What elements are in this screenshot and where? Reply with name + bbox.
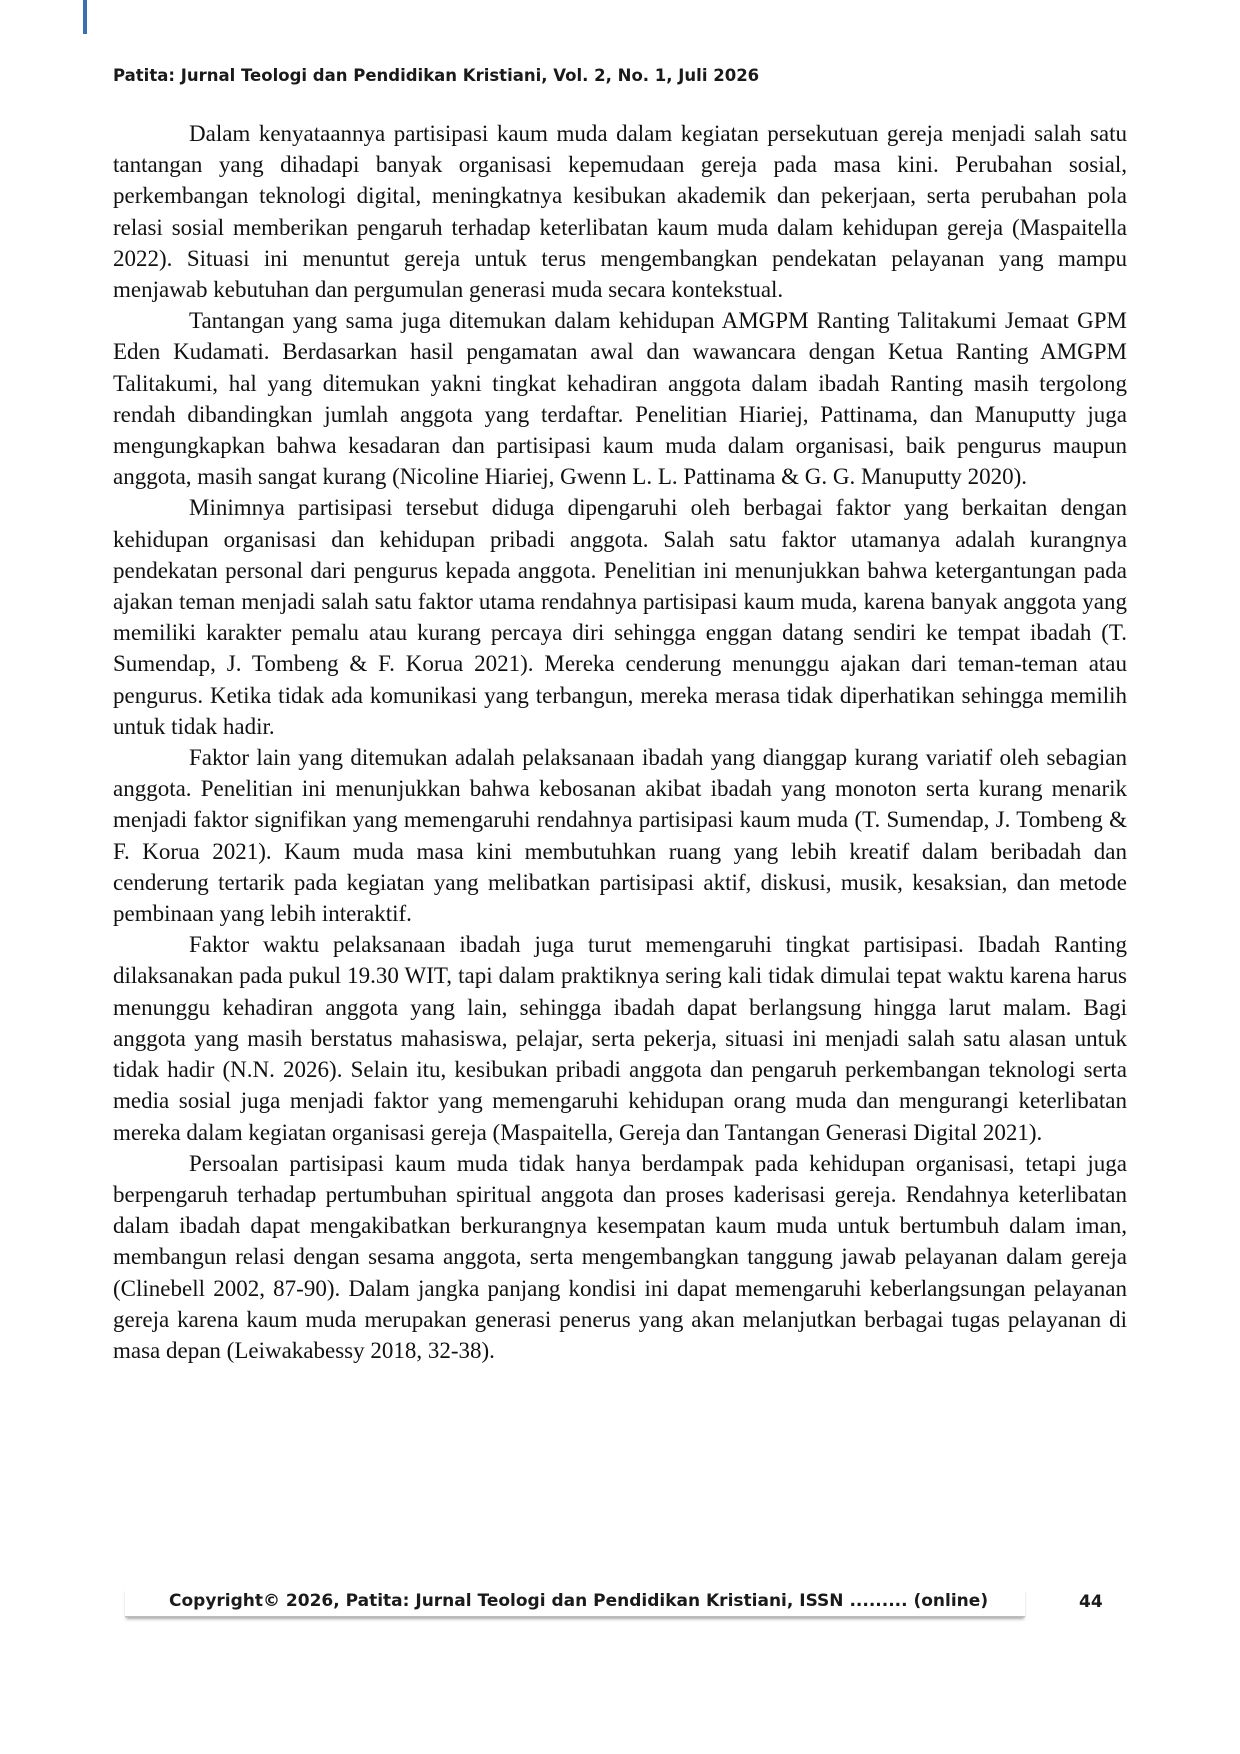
article-body <box>113 118 1127 1366</box>
footer-copyright: Copyright© 2026, Patita: Jurnal Teologi dan Pendidikan Kristiani, ISSN ......... (online) <box>169 1591 989 1611</box>
paragraph: Tantangan yang sama juga ditemukan dalam kehidupan AMGPM Ranting Talitakumi Jemaat GPM Eden Kudamati. Berdasarkan hasil pengamatan awal dan wawancara dengan Ketua Ranting AMGPM Talitakumi, hal yang ditemukan yakni tingkat kehadiran anggota dalam ibadah Ranting masih tergolong rendah dibandingkan jumlah anggota yang terdaftar. Penelitian Hiariej, Pattinama, dan Manuputty juga mengungkapkan bahwa kesadaran dan partisipasi kaum muda dalam organisasi, baik pengurus maupun anggota, masih sangat kurang (Nicoline Hiariej, Gwenn L. L. Pattinama & G. G. Manuputty 2020). <box>113 308 1127 490</box>
paragraph: Persoalan partisipasi kaum muda tidak hanya berdampak pada kehidupan organisasi, tetapi juga berpengaruh terhadap pertumbuhan spiritual anggota dan proses kaderisasi gereja. Rendahnya keterlibatan dalam ibadah dapat mengakibatkan berkurangnya kesempatan kaum muda untuk bertumbuh dalam iman, membangun relasi dengan sesama anggota, serta mengembangkan tanggung jawab pelayanan dalam gereja (Clinebell 2002, 87-90). Dalam jangka panjang kondisi ini dapat memengaruhi keberlangsungan pelayanan gereja karena kaum muda merupakan generasi penerus yang akan melanjutkan berbagai tugas pelayanan di masa depan (Leiwakabessy 2018, 32-38). <box>113 1150 1127 1363</box>
page-number: 44 <box>1079 1592 1103 1612</box>
running-header: Patita: Jurnal Teologi dan Pendidikan Kristiani, Vol. 2, No. 1, Juli 2026 <box>113 66 760 85</box>
paragraph: Faktor lain yang ditemukan adalah pelaksanaan ibadah yang dianggap kurang variatif oleh sebagian anggota. Penelitian ini menunjukkan bahwa kebosanan akibat ibadah yang monoton serta kurang menarik menjadi faktor signifikan yang memengaruhi rendahnya partisipasi kaum muda (T. Sumendap, J. Tombeng & F. Korua 2021). Kaum muda masa kini membutuhkan ruang yang lebih kreatif dalam beribadah dan cenderung tertarik pada kegiatan yang melibatkan partisipasi aktif, diskusi, musik, kesaksian, dan metode pembinaan yang lebih interaktif. <box>113 745 1127 927</box>
paragraph: Minimnya partisipasi tersebut diduga dipengaruhi oleh berbagai faktor yang berkaitan dengan kehidupan organisasi dan kehidupan pribadi anggota. Salah satu faktor utamanya adalah kurangnya pendekatan personal dari pengurus kepada anggota. Penelitian ini menunjukkan bahwa ketergantungan pada ajakan teman menjadi salah satu faktor utama rendahnya partisipasi kaum muda, karena banyak anggota yang memiliki karakter pemalu atau kurang percaya diri sehingga enggan datang sendiri ke tempat ibadah (T. Sumendap, J. Tombeng & F. Korua 2021). Mereka cenderung menunggu ajakan dari teman-teman atau pengurus. Ketika tidak ada komunikasi yang terbangun, mereka merasa tidak diperhatikan sehingga memilih untuk tidak hadir. <box>113 495 1127 739</box>
footer-copyright-box <box>125 1588 1025 1617</box>
page-footer <box>0 1588 1240 1628</box>
paragraph: Faktor waktu pelaksanaan ibadah juga turut memengaruhi tingkat partisipasi. Ibadah Ranting dilaksanakan pada pukul 19.30 WIT, tapi dalam praktiknya sering kali tidak dimulai tepat waktu karena harus menunggu kehadiran anggota yang lain, sehingga ibadah dapat berlangsung hingga larut malam. Bagi anggota yang masih berstatus mahasiswa, pelajar, serta pekerja, situasi ini menjadi salah satu alasan untuk tidak hadir (N.N. 2026). Selain itu, kesibukan pribadi anggota dan pengaruh perkembangan teknologi serta media sosial juga menjadi faktor yang memengaruhi kehidupan orang muda dan mengurangi keterlibatan mereka dalam kegiatan organisasi gereja (Maspaitella, Gereja dan Tantangan Generasi Digital 2021). <box>113 932 1127 1145</box>
margin-mark <box>83 0 87 34</box>
paragraph: Dalam kenyataannya partisipasi kaum muda dalam kegiatan persekutuan gereja menjadi salah satu tantangan yang dihadapi banyak organisasi kepemudaan gereja pada masa kini. Perubahan sosial, perkembangan teknologi digital, meningkatnya kesibukan akademik dan pekerjaan, serta perubahan pola relasi sosial memberikan pengaruh terhadap keterlibatan kaum muda dalam kehidupan gereja (Maspaitella 2022). Situasi ini menuntut gereja untuk terus mengembangkan pendekatan pelayanan yang mampu menjawab kebutuhan dan pergumulan generasi muda secara kontekstual. <box>113 121 1127 303</box>
